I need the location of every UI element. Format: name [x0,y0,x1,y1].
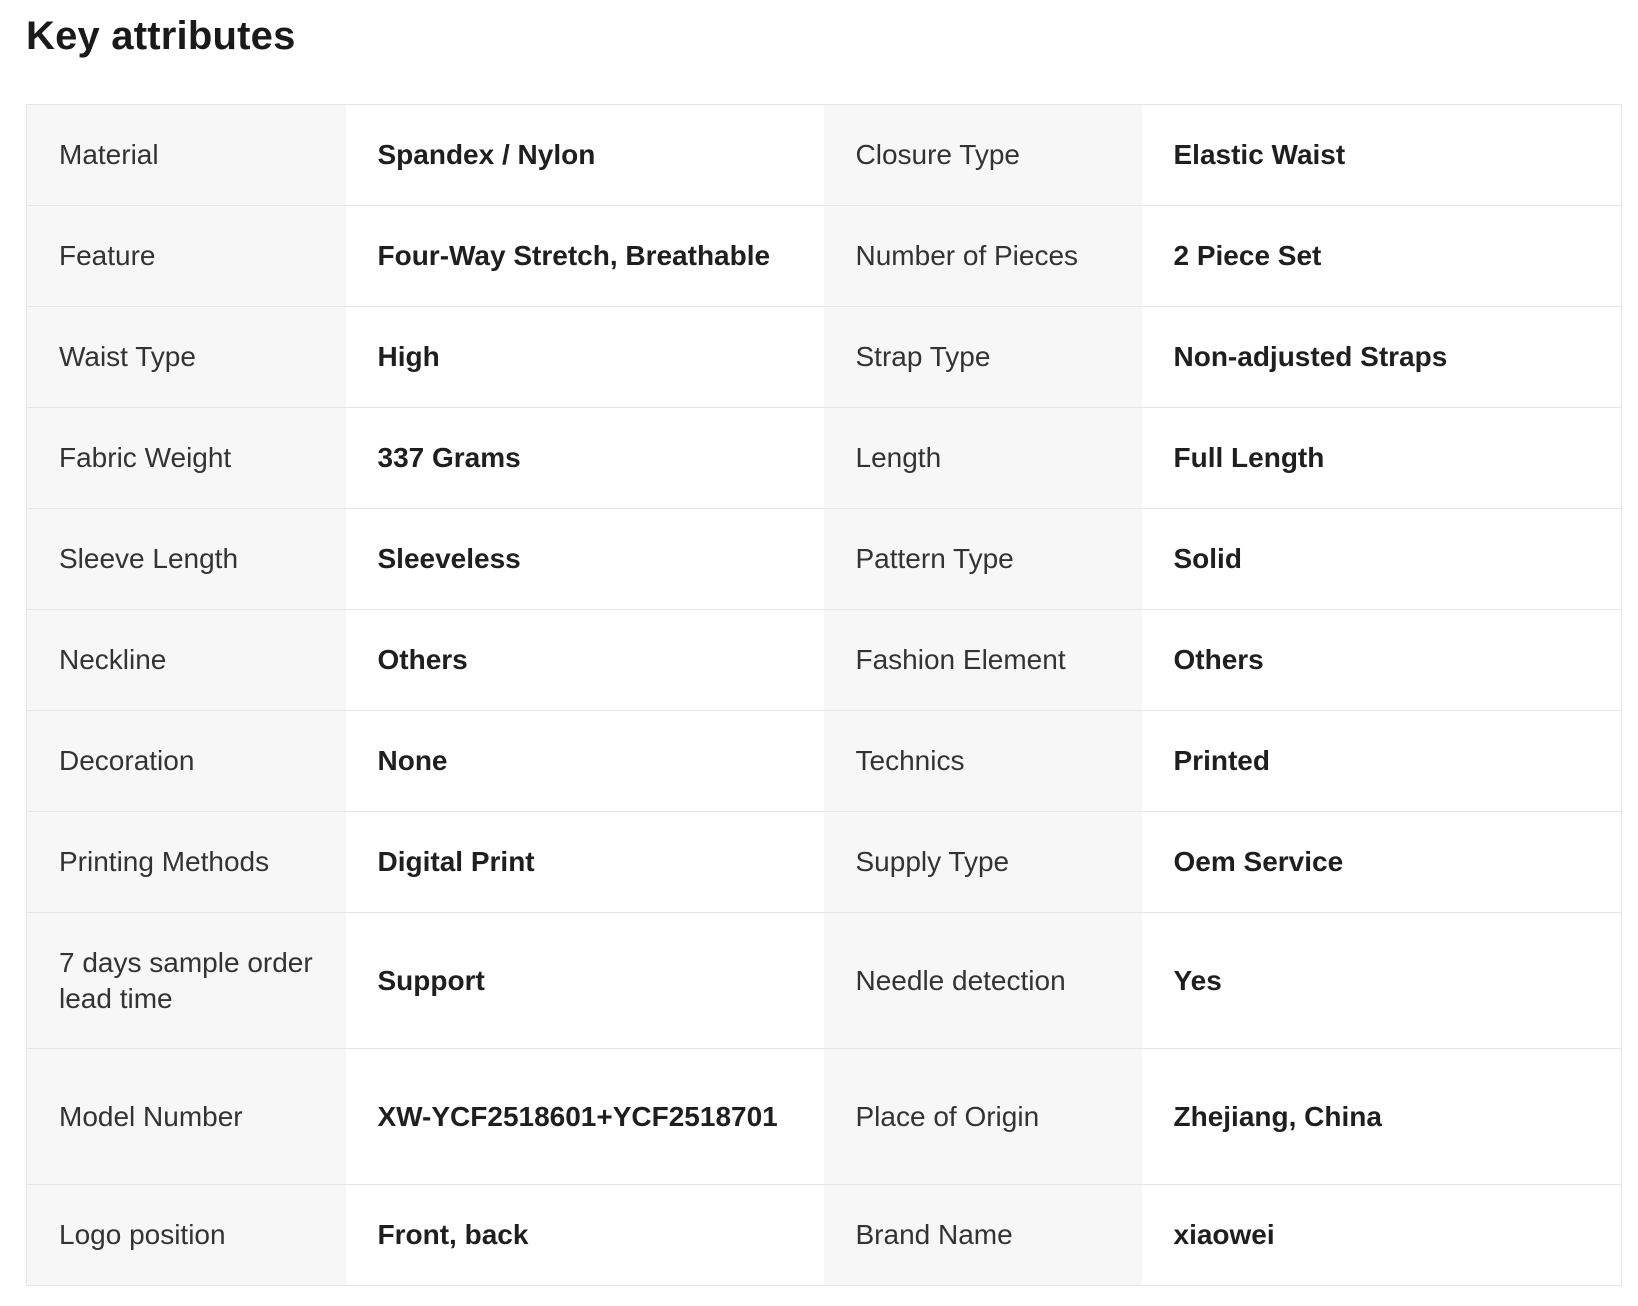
attribute-value: Printed [1142,711,1622,812]
attribute-label: Length [824,408,1142,509]
attribute-label: Sleeve Length [27,509,346,610]
attribute-label: Material [27,105,346,206]
table-row [27,307,1622,408]
attribute-label: Neckline [27,610,346,711]
attribute-value: Support [346,913,824,1049]
attribute-label: Closure Type [824,105,1142,206]
table-row [27,1049,1622,1185]
table-row [27,105,1622,206]
attribute-value: Others [1142,610,1622,711]
attribute-value: Zhejiang, China [1142,1049,1622,1185]
attribute-value: 337 Grams [346,408,824,509]
attribute-label: Fabric Weight [27,408,346,509]
attribute-label: Waist Type [27,307,346,408]
table-row [27,1185,1622,1286]
attribute-label: Supply Type [824,812,1142,913]
attribute-value: Front, back [346,1185,824,1286]
attribute-value: Elastic Waist [1142,105,1622,206]
attribute-label: Pattern Type [824,509,1142,610]
attribute-value: XW-YCF2518601+YCF2518701 [346,1049,824,1185]
attribute-value: Others [346,610,824,711]
attribute-value: Oem Service [1142,812,1622,913]
attribute-label: Brand Name [824,1185,1142,1286]
page-title: Key attributes [26,14,296,58]
attribute-label: Place of Origin [824,1049,1142,1185]
attribute-value: None [346,711,824,812]
table-row [27,610,1622,711]
attribute-label: Number of Pieces [824,206,1142,307]
attribute-value: Digital Print [346,812,824,913]
attribute-label: Strap Type [824,307,1142,408]
table-row [27,711,1622,812]
attribute-value: Four-Way Stretch, Breathable [346,206,824,307]
attribute-value: Full Length [1142,408,1622,509]
attribute-value: Sleeveless [346,509,824,610]
attribute-value: Solid [1142,509,1622,610]
table-row [27,913,1622,1049]
attribute-label: Technics [824,711,1142,812]
table-row [27,509,1622,610]
table-row [27,812,1622,913]
attribute-label: 7 days sample order lead time [27,913,346,1049]
attribute-value: 2 Piece Set [1142,206,1622,307]
attribute-label: Logo position [27,1185,346,1286]
table-row [27,206,1622,307]
table-row [27,408,1622,509]
attribute-label: Needle detection [824,913,1142,1049]
attribute-value: Yes [1142,913,1622,1049]
attribute-label: Decoration [27,711,346,812]
attribute-label: Printing Methods [27,812,346,913]
attribute-label: Feature [27,206,346,307]
attribute-label: Model Number [27,1049,346,1185]
attribute-value: High [346,307,824,408]
attribute-value: Spandex / Nylon [346,105,824,206]
attribute-value: xiaowei [1142,1185,1622,1286]
attribute-label: Fashion Element [824,610,1142,711]
key-attributes-table [26,104,1622,1286]
attribute-value: Non-adjusted Straps [1142,307,1622,408]
